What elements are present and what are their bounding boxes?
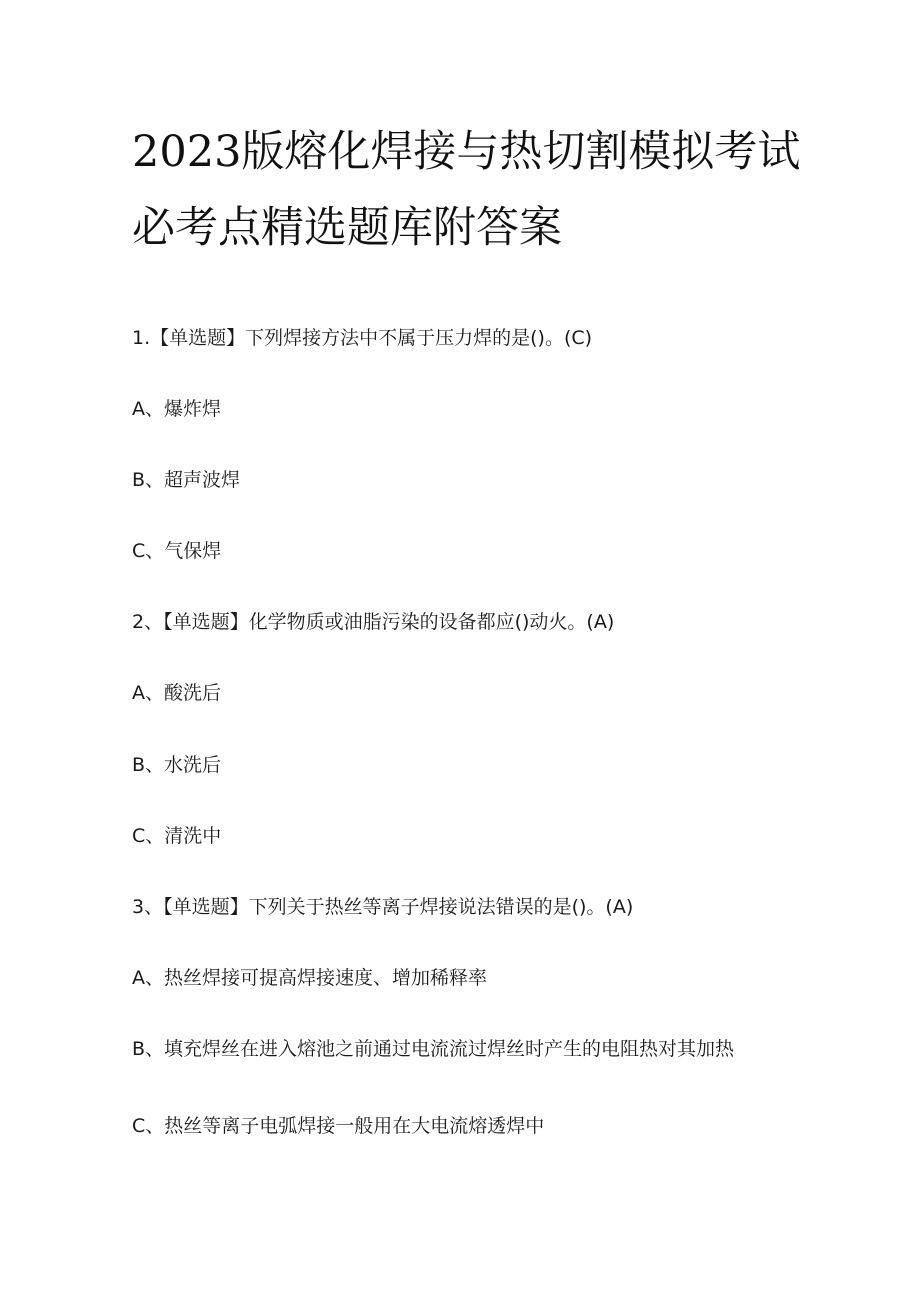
question-2-option-a: A、酸洗后 <box>132 682 221 704</box>
question-3-option-a: A、热丝焊接可提高焊接速度、增加稀释率 <box>132 967 487 989</box>
document-title-line-1: 2023版熔化焊接与热切割模拟考试 <box>132 127 801 177</box>
question-3-option-c: C、热丝等离子电弧焊接一般用在大电流熔透焊中 <box>132 1115 545 1137</box>
question-3-stem: 3、【单选题】下列关于热丝等离子焊接说法错误的是()。(A) <box>132 896 634 918</box>
question-1-option-b: B、超声波焊 <box>132 469 241 491</box>
document-title-line-2: 必考点精选题库附答案 <box>132 203 562 253</box>
question-1-option-c: C、气保焊 <box>132 540 222 562</box>
question-1-stem: 1.【单选题】下列焊接方法中不属于压力焊的是()。(C) <box>132 327 593 349</box>
question-2-stem: 2、【单选题】化学物质或油脂污染的设备都应()动火。(A) <box>132 611 615 633</box>
question-2-option-b: B、水洗后 <box>132 754 222 776</box>
question-3-option-b: B、填充焊丝在进入熔池之前通过电流流过焊丝时产生的电阻热对其加热 <box>132 1038 735 1060</box>
question-1-option-a: A、爆炸焊 <box>132 398 221 420</box>
question-2-option-c: C、清洗中 <box>132 825 222 847</box>
